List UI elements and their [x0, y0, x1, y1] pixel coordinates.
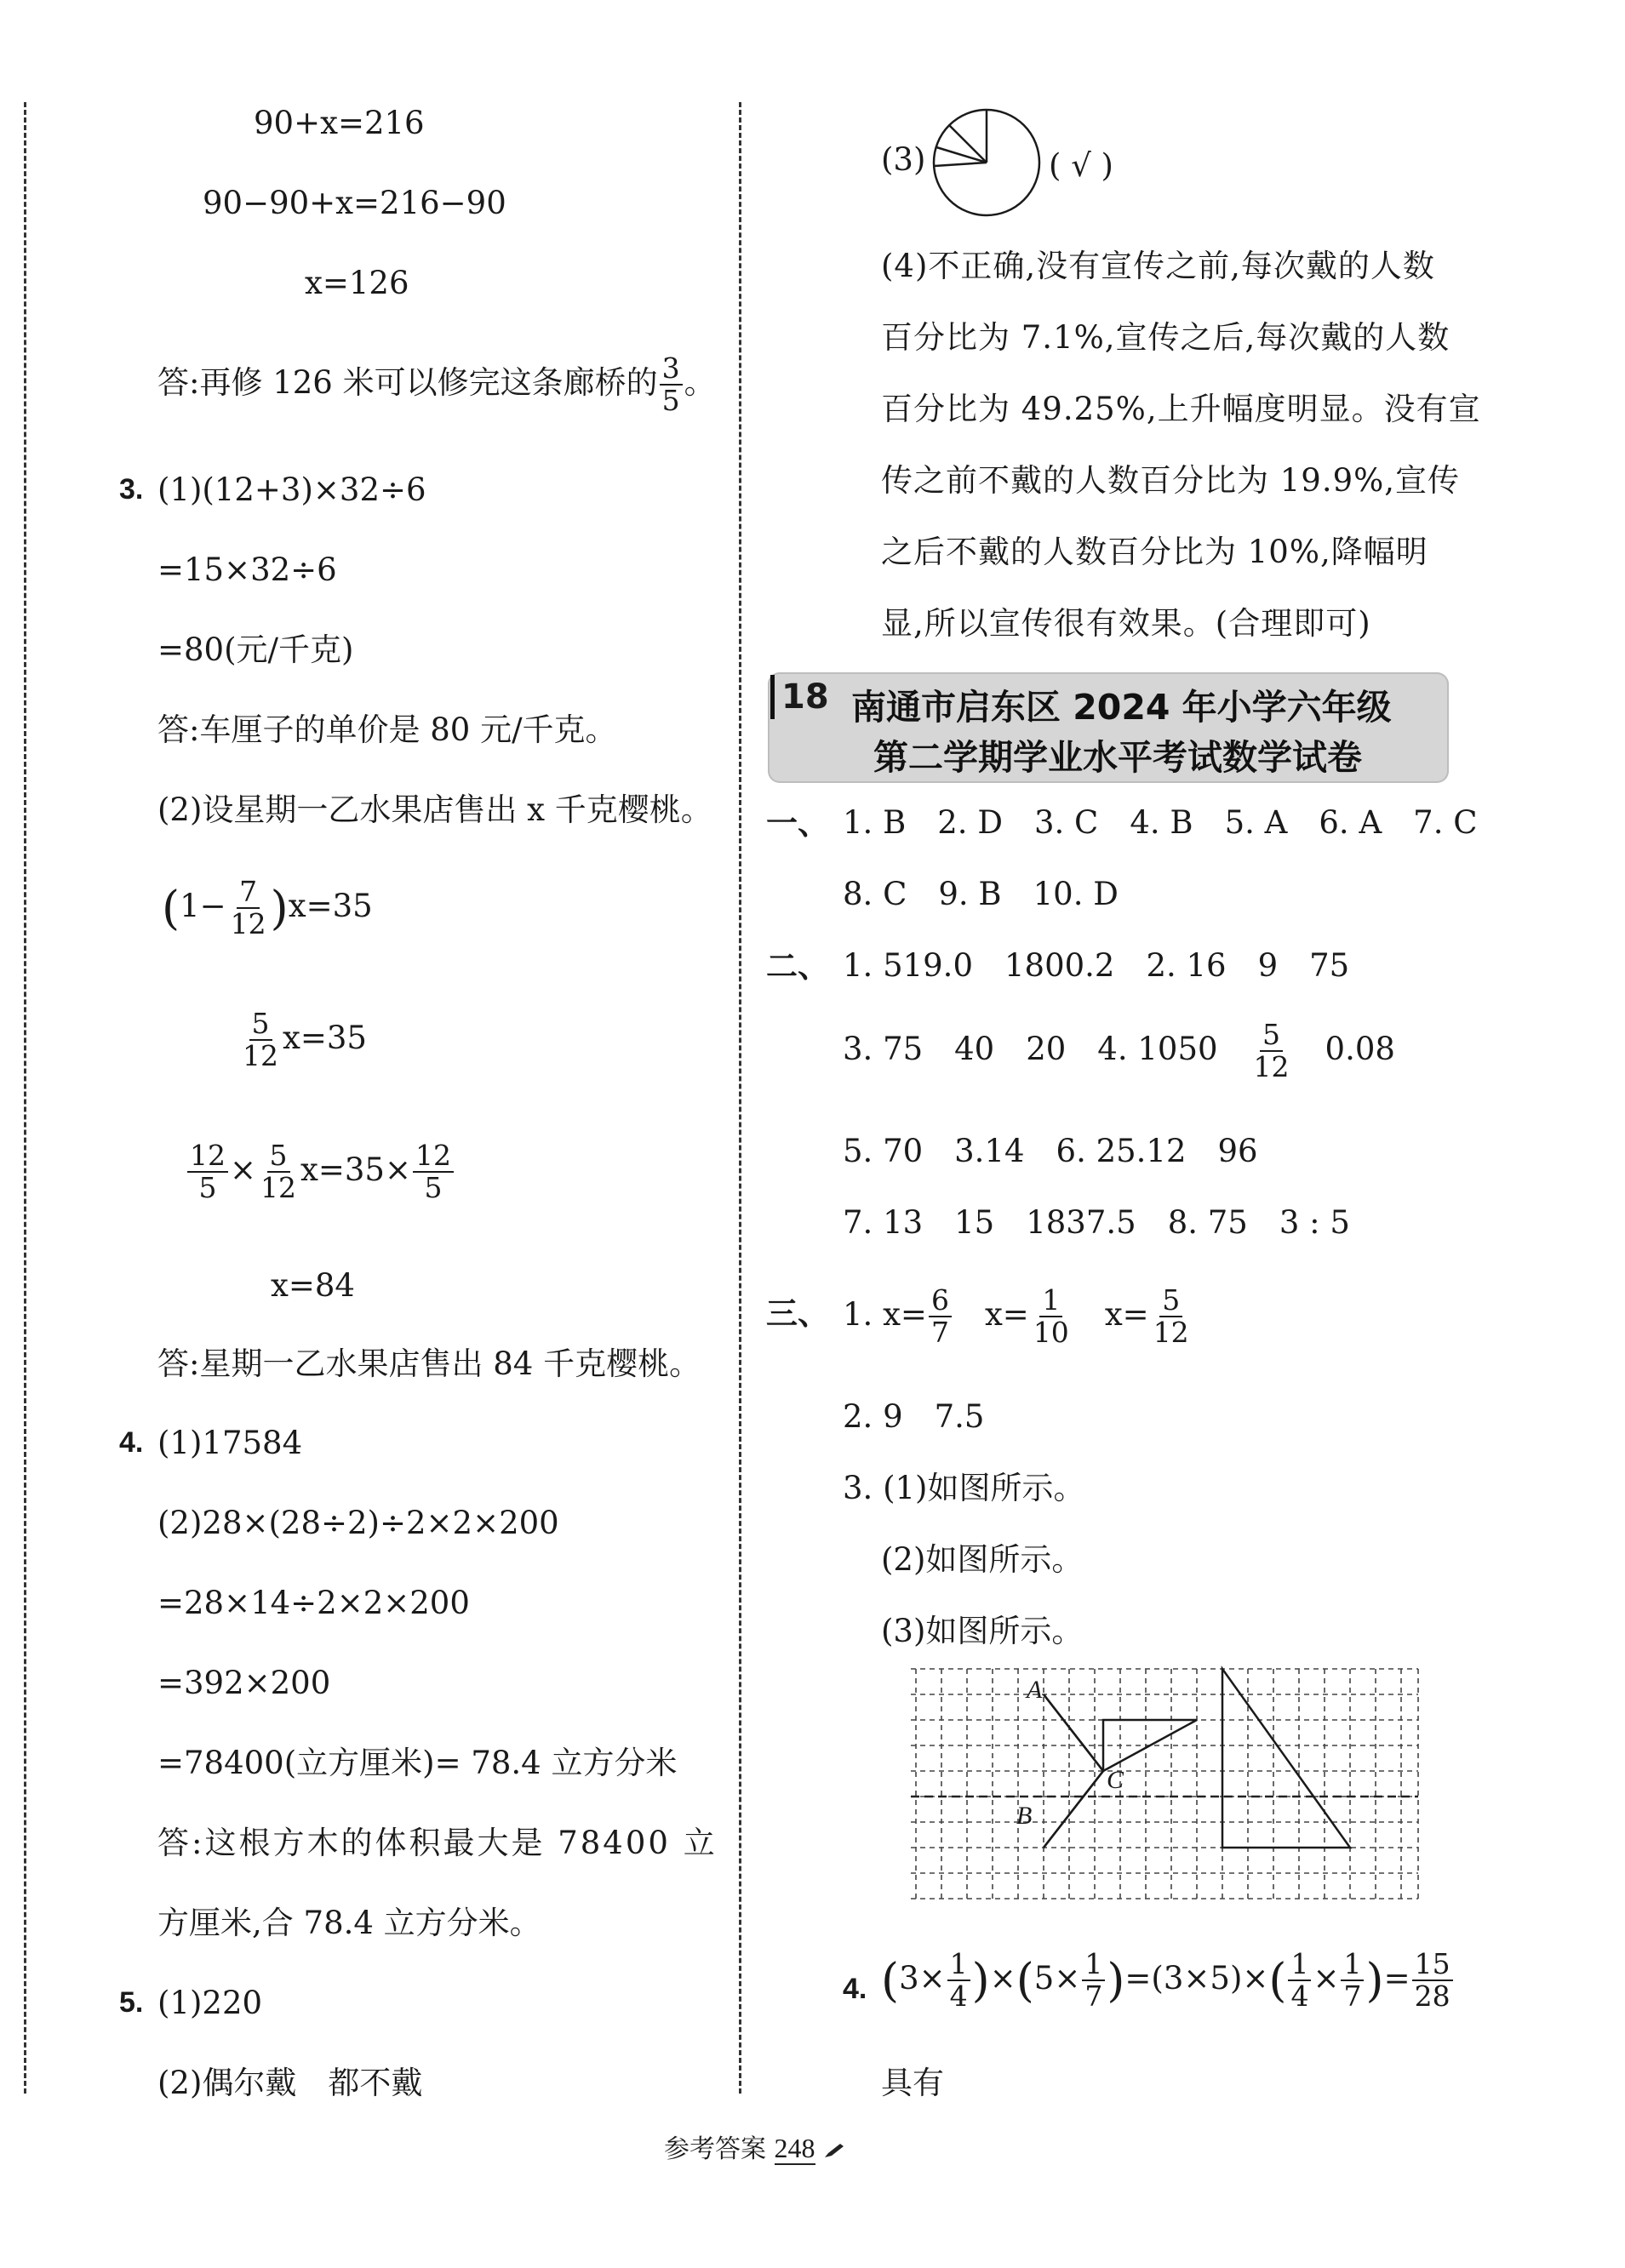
equation-line: 90+x=216	[254, 105, 425, 141]
fraction: $\frac{3}{5}$	[660, 353, 683, 417]
paragraph-line: (4)不正确,没有宣传之前,每次戴的人数	[881, 248, 1435, 284]
fraction: $\frac{5}{12}$	[1253, 1018, 1290, 1084]
answer-line: 1. 519.0 1800.2 2. 16 9 75	[843, 947, 1350, 984]
fraction: $\frac{5}{12}$	[1153, 1283, 1189, 1350]
equation-line: (1)(12+3)×32÷6	[157, 471, 426, 508]
exam-title-line2: 第二学期学业水平考试数学试卷	[873, 737, 1362, 778]
equation-line: (2)设星期一乙水果店售出 x 千克樱桃。	[157, 791, 712, 828]
answer-line: 8. C 9. B 10. D	[843, 876, 1119, 912]
page-footer	[664, 2128, 845, 2165]
fraction: $\frac{1}{4}$	[947, 1949, 970, 2013]
answer-line: 7. 13 15 1837.5 8. 75 3 : 5	[843, 1204, 1350, 1241]
equation-line: =80(元/千克)	[157, 631, 354, 668]
answer-line: (3)如图所示。	[881, 1613, 1084, 1649]
point-label-c: C	[1107, 1766, 1124, 1794]
answer-line: 答:星期一乙水果店售出 84 千克樱桃。	[157, 1345, 701, 1382]
answer-line: 方厘米,合 78.4 立方分米。	[157, 1905, 541, 1941]
equation-line: $\frac{5}{12}$ x=35	[238, 1008, 367, 1072]
question-number: 5.	[119, 1986, 144, 2019]
left-margin-dashes	[24, 102, 26, 2094]
fraction: $\frac{5}{12}$	[243, 1007, 278, 1073]
pie-label: (3)	[881, 141, 926, 178]
check-mark: ( √ )	[1049, 147, 1113, 184]
exam-number: 18	[770, 675, 833, 719]
pie-chart-figure	[930, 106, 1043, 219]
triangle-enlarged	[1222, 1669, 1350, 1848]
equation-line: =78400(立方厘米)= 78.4 立方分米	[157, 1745, 678, 1781]
equation-line: $\frac{12}{5}$ × $\frac{5}{12}$ x=35× $\frac{12}{5}$	[186, 1140, 455, 1204]
fraction: $\frac{12}{5}$	[187, 1140, 228, 1204]
fraction: $\frac{1}{4}$	[1288, 1949, 1311, 2013]
equation-line: =28×14÷2×2×200	[157, 1585, 470, 1621]
answer-line: 具有	[881, 2065, 944, 2101]
equation-line: (2)28×(28÷2)÷2×2×200	[157, 1505, 559, 1541]
section-label: 一、	[766, 804, 829, 842]
answer-line: 5. 70 3.14 6. 25.12 96	[843, 1133, 1258, 1169]
equation-line: (1− $\frac{7}{12}$ )x=35	[162, 875, 373, 941]
paragraph-line: 显,所以宣传很有效果。(合理即可)	[881, 605, 1371, 642]
answer-line: 答:再修 126 米可以修完这条廊桥的 $\frac{3}{5}$ 。	[157, 351, 716, 418]
question-number: 4.	[119, 1426, 144, 1459]
paragraph-line: 百分比为 49.25%,上升幅度明显。没有宣	[881, 391, 1481, 427]
fraction: $\frac{5}{12}$	[260, 1139, 297, 1205]
point-label-a: A	[1027, 1676, 1043, 1704]
question-number: 3.	[119, 473, 144, 506]
answer-text: 答:再修 126 米可以修完这条廊桥的	[157, 363, 658, 401]
answer-line: 1. B 2. D 3. C 4. B 5. A 6. A 7. C	[843, 804, 1478, 841]
page-number: 248	[774, 2133, 815, 2163]
fraction: $\frac{6}{7}$	[929, 1285, 952, 1349]
equation-line: x=84	[271, 1267, 355, 1304]
fraction: $\frac{12}{5}$	[413, 1140, 454, 1204]
equation-line: =392×200	[157, 1665, 331, 1701]
paragraph-line: 传之前不戴的人数百分比为 19.9%,宣传	[881, 462, 1461, 499]
fraction: $\frac{7}{12}$	[230, 875, 266, 941]
section-label: 二、	[766, 947, 829, 985]
equation-line: (2)偶尔戴 都不戴	[157, 2065, 423, 2101]
fraction: $\frac{15}{28}$	[1412, 1949, 1453, 2013]
paragraph-line: 百分比为 7.1%,宣传之后,每次戴的人数	[881, 319, 1450, 356]
grid-figure	[911, 1664, 1422, 1919]
answer-line: 1. x= $\frac{6}{7}$ x= $\frac{1}{10}$ x= $\frac{5}{12}$	[843, 1285, 1193, 1349]
equation-line: x=126	[305, 265, 409, 301]
fraction: $\frac{1}{7}$	[1082, 1949, 1105, 2013]
grid-lines	[911, 1669, 1418, 1899]
equation-line: =15×32÷6	[157, 551, 337, 588]
equation-line: (1)220	[157, 1985, 263, 2021]
section-label: 三、	[766, 1294, 829, 1332]
column-divider-dashes	[739, 102, 741, 2094]
answer-line: 答:这根方木的体积最大是 78400 立	[157, 1825, 718, 1861]
exam-title-line1: 南通市启东区 2024 年小学六年级	[851, 687, 1392, 728]
paragraph-line: 之后不戴的人数百分比为 10%,降幅明	[881, 534, 1428, 570]
answer-line: 答:车厘子的单价是 80 元/千克。	[157, 711, 617, 748]
answer-line: 2. 9 7.5	[843, 1398, 985, 1435]
equation-line: 90−90+x=216−90	[203, 185, 506, 221]
fraction: $\frac{1}{10}$	[1033, 1283, 1069, 1350]
answer-line: (2)如图所示。	[881, 1541, 1084, 1578]
answer-line: 3. (1)如图所示。	[843, 1470, 1085, 1506]
equation-line: (3× $\frac{1}{4}$ )×(5× $\frac{1}{7}$ )=(3×5)×( $\frac{1}{4}$ × $\frac{1}{7}$ )= $\frac{15}{28}$	[881, 1949, 1455, 2013]
question-number: 4.	[843, 1973, 867, 2005]
pencil-icon	[823, 2142, 845, 2159]
equation-line: (1)17584	[157, 1425, 303, 1461]
triangle-line	[1044, 1694, 1103, 1771]
answer-line: 3. 75 40 20 4. 1050 $\frac{5}{12}$ 0.08	[843, 1018, 1395, 1084]
point-label-b: B	[1016, 1802, 1033, 1830]
fraction: $\frac{1}{7}$	[1341, 1949, 1364, 2013]
footer-label: 参考答案	[664, 2134, 766, 2164]
